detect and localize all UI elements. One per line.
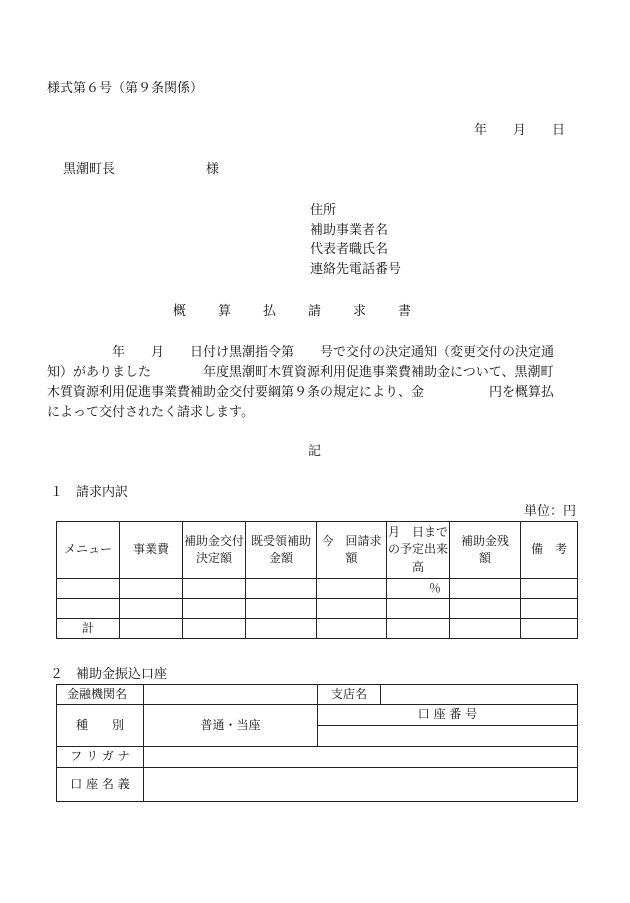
- table-cell[interactable]: [450, 619, 521, 639]
- address-label: 住所: [310, 203, 337, 218]
- table-row: [57, 579, 578, 599]
- table-cell[interactable]: [57, 599, 120, 619]
- table-cell[interactable]: [521, 599, 578, 619]
- total-row: [57, 619, 578, 639]
- table-cell[interactable]: [317, 619, 387, 639]
- table-cell[interactable]: [387, 619, 450, 639]
- bank-name-label: 金融機関名: [57, 685, 144, 705]
- col-header-project-cost: 事業費: [120, 522, 183, 579]
- branch-name-label: 支店名: [318, 685, 381, 705]
- body-line: によって交付されたく請求します。: [47, 405, 254, 420]
- progress-percent-cell[interactable]: ％: [387, 579, 450, 599]
- col-header-menu: メニュー: [57, 522, 120, 579]
- table-cell[interactable]: [317, 579, 387, 599]
- account-number-field[interactable]: [318, 726, 578, 747]
- section2-title: ２ 補助金振込口座: [50, 667, 168, 682]
- breakdown-table: [56, 521, 578, 639]
- recipient-line: 黒潮町長 様: [63, 162, 220, 177]
- table-cell[interactable]: [57, 579, 120, 599]
- form-number: 様式第６号（第９条関係）: [47, 81, 204, 96]
- table-cell[interactable]: [183, 599, 246, 619]
- bank-name-field[interactable]: [144, 685, 318, 705]
- ki-mark: 記: [308, 444, 322, 459]
- furigana-label: フ リ ガ ナ: [57, 747, 144, 768]
- col-header-grant-balance: 補助金残 額: [450, 522, 521, 579]
- document-title: 概 算 払 請 求 書: [173, 304, 414, 319]
- col-header-remarks: 備 考: [521, 522, 578, 579]
- account-name-field[interactable]: [144, 768, 578, 802]
- representative-label: 代表者職氏名: [310, 242, 389, 257]
- total-label: 計: [57, 619, 120, 639]
- table-cell[interactable]: [183, 619, 246, 639]
- business-name-label: 補助事業者名: [310, 223, 389, 238]
- table-cell[interactable]: [450, 579, 521, 599]
- table-cell[interactable]: [120, 599, 183, 619]
- table-cell[interactable]: [246, 579, 317, 599]
- body-line: 知）がありました 年度黒潮町木質資源利用促進事業費補助金について、黒潮町: [47, 365, 554, 380]
- col-header-expected-progress: 月 日までの予定出来高: [387, 522, 450, 579]
- table-cell[interactable]: [246, 599, 317, 619]
- table-cell[interactable]: [120, 619, 183, 639]
- branch-name-field[interactable]: [381, 685, 578, 705]
- unit-label: 単位：円: [524, 504, 577, 519]
- table-cell[interactable]: [450, 599, 521, 619]
- table-cell[interactable]: [387, 599, 450, 619]
- section1-title: １ 請求内訳: [50, 485, 129, 500]
- date-line: 年 月 日: [474, 123, 566, 138]
- body-line: 木質資源利用促進事業費補助金交付要綱第９条の規定により、金 円を概算払: [47, 385, 555, 400]
- account-number-label: 口 座 番 号: [318, 705, 578, 726]
- col-header-grant-received: 既受領補助金額: [246, 522, 317, 579]
- account-type-value[interactable]: 普通・当座: [144, 705, 318, 747]
- table-cell[interactable]: [521, 579, 578, 599]
- account-name-label: 口 座 名 義: [57, 768, 144, 802]
- table-cell[interactable]: [183, 579, 246, 599]
- phone-label: 連絡先電話番号: [310, 262, 402, 277]
- body-line: 年 月 日付け黒潮指令第 号で交付の決定通知（変更交付の決定通: [47, 345, 555, 360]
- col-header-current-request: 今 回請求額: [317, 522, 387, 579]
- col-header-grant-decided: 補助金交付決定額: [183, 522, 246, 579]
- table-cell[interactable]: [246, 619, 317, 639]
- bank-account-table: [56, 684, 578, 802]
- table-cell[interactable]: [317, 599, 387, 619]
- furigana-field[interactable]: [144, 747, 578, 768]
- table-row: [57, 599, 578, 619]
- table-cell[interactable]: [120, 579, 183, 599]
- account-type-label: 種 別: [57, 705, 144, 747]
- table-cell[interactable]: [521, 619, 578, 639]
